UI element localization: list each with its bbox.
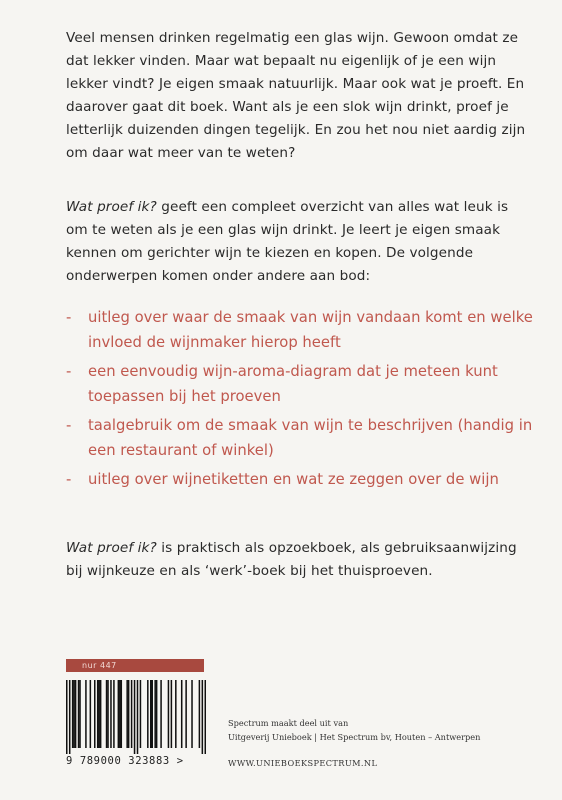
- barcode-bar: [85, 680, 87, 748]
- barcode-digits: 9 789000 323883 >: [66, 755, 184, 767]
- book-title-italic: Wat proef ik?: [66, 199, 157, 215]
- feature-text: uitleg over waar de smaak van wijn vandaan komt en welke invloed de wijnmaker hierop heeft: [88, 309, 533, 351]
- barcode-bar: [171, 680, 173, 748]
- barcode-bar: [181, 680, 183, 748]
- intro-paragraph: Veel mensen drinken regelmatig een glas wijn. Gewoon omdat ze dat lekker vinden. Maar wat bepaalt nu eigenlijk of je een wijn lekker vindt? Je eigen smaak natuurlijk. Maar ook wat je proeft. En daarover gaat dit boek. Want als je een slok wijn drinkt, proef je letterlijk duizenden dingen tegelijk. En zou het nou niet aardig zijn om daar wat meer van te weten?: [66, 30, 526, 161]
- barcode-bar: [205, 680, 206, 754]
- barcode-bar: [106, 680, 108, 748]
- barcode-bar: [118, 680, 120, 748]
- dash-bullet: -: [66, 471, 72, 488]
- barcode-bar: [185, 680, 187, 748]
- barcode-bar: [100, 680, 102, 748]
- barcode-bar: [110, 680, 112, 748]
- barcode-bar: [113, 680, 115, 748]
- barcode-bar: [151, 680, 153, 748]
- barcode-bar: [72, 680, 74, 748]
- feature-text: taalgebruik om de smaak van wijn te beschrijven (handig in een restaurant of winkel): [88, 417, 533, 459]
- barcode-bar: [98, 680, 100, 748]
- barcode-bar: [160, 680, 162, 748]
- barcode-bar: [175, 680, 177, 748]
- barcode-bar: [73, 680, 75, 748]
- overview-text: geeft een compleet overzicht van alles wat leuk is om te weten als je een glas wijn drinkt. Je leert je eigen smaak kennen om gerichter wijn te kiezen en kopen. De volgende onderwerpen komen onder andere aan bod:: [66, 199, 509, 284]
- dash-bullet: -: [66, 309, 72, 326]
- barcode-bar: [131, 680, 133, 748]
- barcode-bar: [119, 680, 121, 748]
- barcode-bar: [191, 680, 193, 748]
- publisher-line-1: Spectrum maakt deel uit van: [228, 718, 349, 728]
- barcode-bar: [168, 680, 170, 748]
- feature-list: [66, 305, 536, 496]
- barcode-bar: [66, 680, 68, 754]
- publisher-info: [228, 716, 548, 744]
- barcode-bar: [202, 680, 204, 754]
- closing-text: is praktisch als opzoekboek, als gebruiksaanwijzing bij wijnkeuze en als ‘werk’-boek bij het thuisproeven.: [66, 540, 517, 579]
- barcode-bar: [78, 680, 80, 748]
- dash-bullet: -: [66, 417, 72, 434]
- barcode-bar: [199, 680, 201, 748]
- barcode-bar: [147, 680, 149, 748]
- barcode-graphic: [66, 680, 206, 754]
- barcode-bar: [137, 680, 139, 754]
- closing-paragraph: [66, 537, 526, 583]
- barcode-bar: [97, 680, 99, 748]
- barcode-bar: [156, 680, 158, 748]
- publisher-website: WWW.UNIEBOEKSPECTRUM.NL: [228, 758, 378, 768]
- barcode-bar: [140, 680, 142, 748]
- barcode-bar: [94, 680, 96, 748]
- barcode-bar: [134, 680, 136, 754]
- barcode-bar: [128, 680, 130, 748]
- barcode-bar: [69, 680, 71, 754]
- barcode-bar: [154, 680, 156, 748]
- barcode-bar: [90, 680, 92, 748]
- feature-text: uitleg over wijnetiketten en wat ze zeggen over de wijn: [88, 471, 499, 488]
- barcode-bar: [75, 680, 77, 748]
- overview-paragraph: [66, 196, 526, 288]
- barcode-bar: [79, 680, 81, 748]
- barcode-bar: [150, 680, 152, 748]
- feature-text: een eenvoudig wijn-aroma-diagram dat je meteen kunt toepassen bij het proeven: [88, 363, 498, 405]
- dash-bullet: -: [66, 363, 72, 380]
- barcode-bar: [121, 680, 123, 748]
- barcode-bar: [107, 680, 109, 748]
- publisher-line-2: Uitgeverij Unieboek | Het Spectrum bv, Houten – Antwerpen: [228, 732, 481, 742]
- book-title-italic: Wat proef ik?: [66, 540, 157, 556]
- feature-item: [66, 359, 536, 409]
- nur-code-bar: nur 447: [66, 659, 204, 672]
- feature-item: [66, 413, 536, 463]
- barcode-bar: [126, 680, 128, 748]
- feature-item: [66, 305, 536, 355]
- feature-item: [66, 467, 536, 492]
